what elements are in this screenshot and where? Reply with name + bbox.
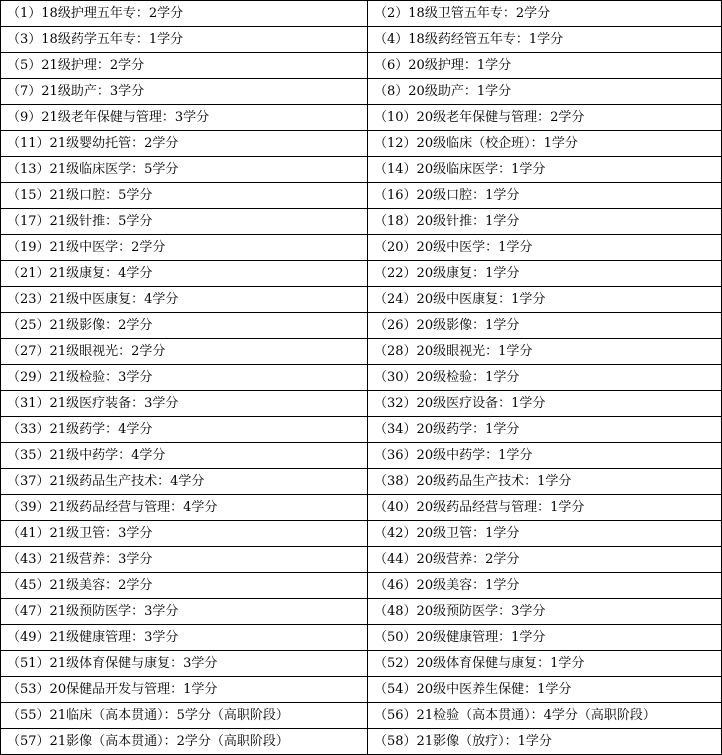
credit-cell-right: （36）20级中药学：1学分 xyxy=(368,443,722,469)
table-row xyxy=(1,495,722,521)
credit-cell-right: （46）20级美容：1学分 xyxy=(368,573,722,599)
credit-cell-right: （48）20级预防医学：3学分 xyxy=(368,599,722,625)
credit-cell-right: （32）20级医疗设备：1学分 xyxy=(368,391,722,417)
credit-cell-right: （16）20级口腔：1学分 xyxy=(368,183,722,209)
credit-cell-right: （34）20级药学：1学分 xyxy=(368,417,722,443)
credit-cell-left: （21）21级康复：4学分 xyxy=(1,261,368,287)
credit-cell-right: （54）20级中医养生保健：1学分 xyxy=(368,677,722,703)
credit-cell-left: （19）21级中医学：2学分 xyxy=(1,235,368,261)
table-row xyxy=(1,573,722,599)
credit-cell-right: （58）21影像（放疗）：1学分 xyxy=(368,729,722,755)
credit-cell-left: （31）21级医疗装备：3学分 xyxy=(1,391,368,417)
table-row xyxy=(1,469,722,495)
table-row xyxy=(1,105,722,131)
credit-cell-right: （10）20级老年保健与管理：2学分 xyxy=(368,105,722,131)
credits-table-body xyxy=(1,1,722,755)
credit-cell-left: （49）21级健康管理：3学分 xyxy=(1,625,368,651)
table-row xyxy=(1,157,722,183)
credit-cell-left: （7）21级助产：3学分 xyxy=(1,79,368,105)
credit-cell-left: （43）21级营养：3学分 xyxy=(1,547,368,573)
credit-cell-right: （52）20级体育保健与康复：1学分 xyxy=(368,651,722,677)
table-row xyxy=(1,703,722,729)
credit-cell-right: （50）20级健康管理：1学分 xyxy=(368,625,722,651)
credit-cell-left: （11）21级婴幼托管：2学分 xyxy=(1,131,368,157)
credit-cell-right: （14）20级临床医学：1学分 xyxy=(368,157,722,183)
table-row xyxy=(1,417,722,443)
credit-cell-left: （9）21级老年保健与管理：3学分 xyxy=(1,105,368,131)
credit-cell-right: （40）20级药品经营与管理：1学分 xyxy=(368,495,722,521)
credit-cell-right: （20）20级中医学：1学分 xyxy=(368,235,722,261)
credit-cell-right: （4）18级药经管五年专：1学分 xyxy=(368,27,722,53)
table-row xyxy=(1,729,722,755)
credit-cell-left: （27）21级眼视光：2学分 xyxy=(1,339,368,365)
credit-cell-right: （8）20级助产：1学分 xyxy=(368,79,722,105)
credit-cell-left: （17）21级针推：5学分 xyxy=(1,209,368,235)
table-row xyxy=(1,287,722,313)
credit-cell-right: （6）20级护理：1学分 xyxy=(368,53,722,79)
table-row xyxy=(1,235,722,261)
table-row xyxy=(1,651,722,677)
credit-cell-left: （51）21级体育保健与康复：3学分 xyxy=(1,651,368,677)
credit-cell-right: （2）18级卫管五年专：2学分 xyxy=(368,1,722,27)
credit-cell-left: （53）20保健品开发与管理：1学分 xyxy=(1,677,368,703)
credit-cell-left: （37）21级药品生产技术：4学分 xyxy=(1,469,368,495)
credit-cell-right: （44）20级营养：2学分 xyxy=(368,547,722,573)
credit-cell-left: （39）21级药品经营与管理：4学分 xyxy=(1,495,368,521)
credit-cell-left: （33）21级药学：4学分 xyxy=(1,417,368,443)
credit-cell-right: （26）20级影像：1学分 xyxy=(368,313,722,339)
table-row xyxy=(1,625,722,651)
table-row xyxy=(1,209,722,235)
credit-cell-left: （23）21级中医康复：4学分 xyxy=(1,287,368,313)
table-row xyxy=(1,27,722,53)
table-row xyxy=(1,443,722,469)
table-row xyxy=(1,547,722,573)
credit-cell-left: （35）21级中药学：4学分 xyxy=(1,443,368,469)
credit-cell-right: （30）20级检验：1学分 xyxy=(368,365,722,391)
credit-cell-right: （56）21检验（高本贯通）：4学分（高职阶段） xyxy=(368,703,722,729)
table-row xyxy=(1,79,722,105)
credit-cell-left: （55）21临床（高本贯通）：5学分（高职阶段） xyxy=(1,703,368,729)
table-row xyxy=(1,677,722,703)
credit-cell-right: （18）20级针推：1学分 xyxy=(368,209,722,235)
table-row xyxy=(1,313,722,339)
table-row xyxy=(1,339,722,365)
credit-cell-right: （38）20级药品生产技术：1学分 xyxy=(368,469,722,495)
table-row xyxy=(1,131,722,157)
credit-cell-left: （13）21级临床医学：5学分 xyxy=(1,157,368,183)
credit-cell-left: （57）21影像（高本贯通）：2学分（高职阶段） xyxy=(1,729,368,755)
credit-cell-left: （3）18级药学五年专：1学分 xyxy=(1,27,368,53)
table-row xyxy=(1,521,722,547)
credit-cell-left: （5）21级护理：2学分 xyxy=(1,53,368,79)
table-row xyxy=(1,261,722,287)
table-row xyxy=(1,53,722,79)
credit-cell-left: （45）21级美容：2学分 xyxy=(1,573,368,599)
table-row xyxy=(1,1,722,27)
credit-cell-left: （47）21级预防医学：3学分 xyxy=(1,599,368,625)
table-row xyxy=(1,183,722,209)
credit-cell-right: （42）20级卫管：1学分 xyxy=(368,521,722,547)
credit-cell-right: （28）20级眼视光：1学分 xyxy=(368,339,722,365)
credit-cell-left: （41）21级卫管：3学分 xyxy=(1,521,368,547)
credit-cell-right: （12）20级临床（校企班）：1学分 xyxy=(368,131,722,157)
table-row xyxy=(1,391,722,417)
credit-cell-left: （15）21级口腔：5学分 xyxy=(1,183,368,209)
table-row xyxy=(1,365,722,391)
table-row xyxy=(1,599,722,625)
credit-cell-right: （22）20级康复：1学分 xyxy=(368,261,722,287)
credit-cell-left: （29）21级检验：3学分 xyxy=(1,365,368,391)
credit-cell-left: （25）21级影像：2学分 xyxy=(1,313,368,339)
credit-cell-right: （24）20级中医康复：1学分 xyxy=(368,287,722,313)
credit-cell-left: （1）18级护理五年专：2学分 xyxy=(1,1,368,27)
